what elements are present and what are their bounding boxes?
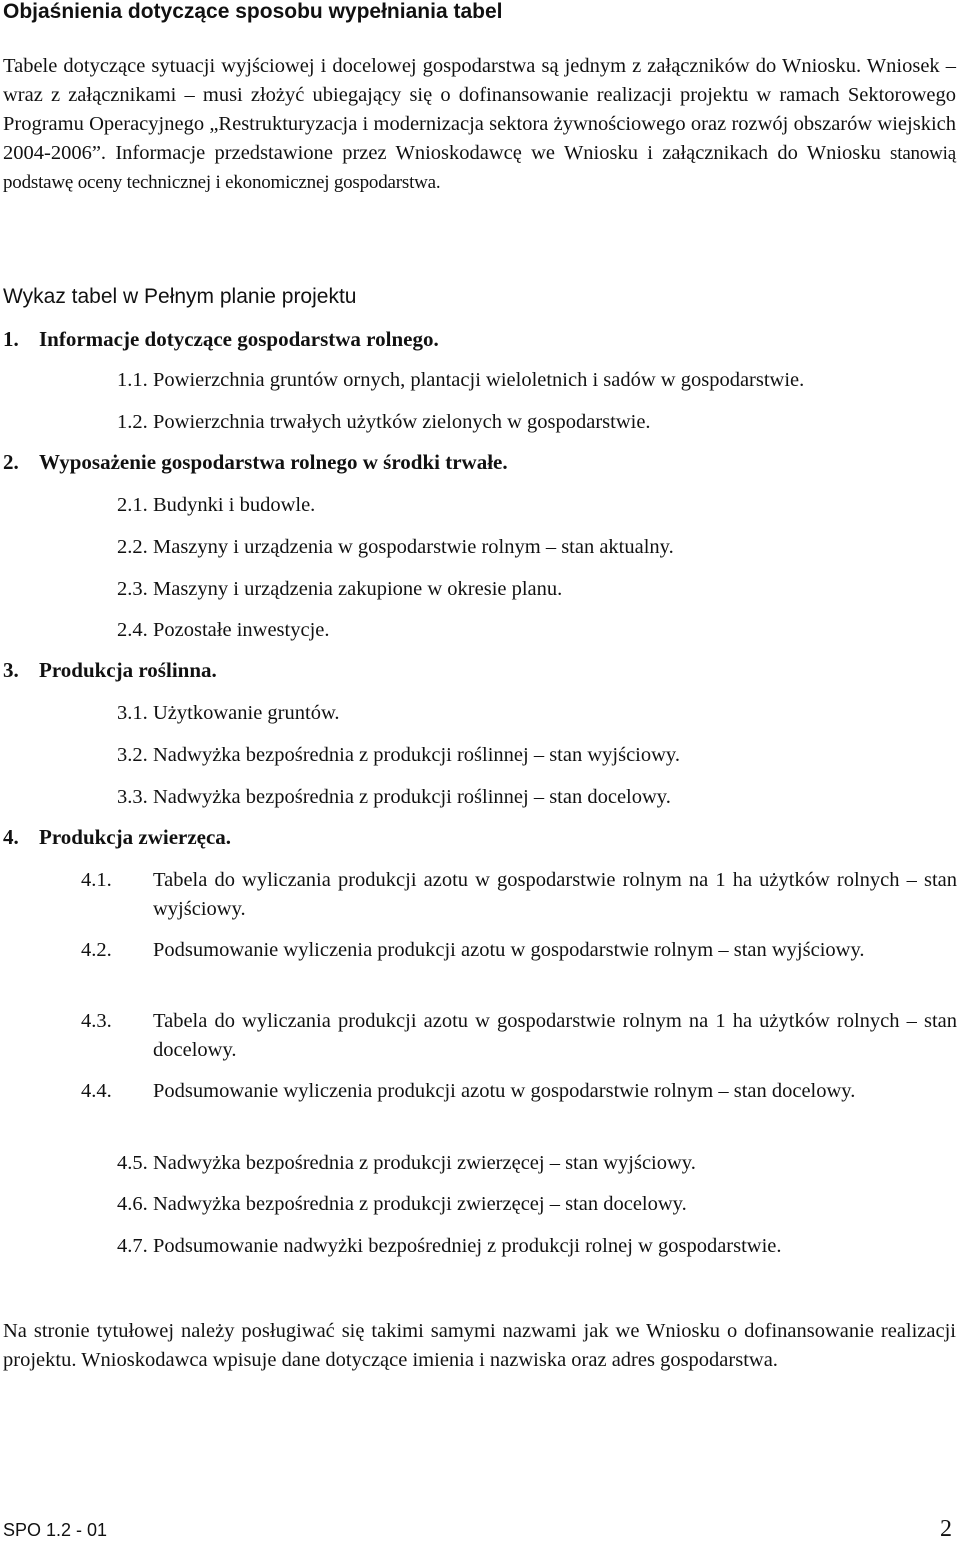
section-heading [3, 825, 231, 850]
item-text: Nadwyżka bezpośrednia z produkcji zwierzęcej – stan wyjściowy. [153, 1152, 696, 1174]
list-item [81, 936, 957, 965]
note-paragraph: Na stronie tytułowej należy posługiwać się takimi samymi nazwami jak we Wniosku o dofinansowanie realizacji projektu. Wnioskodawca wpisuje dane dotyczące imienia i nazwiska oraz adres gospodarstwa. [3, 1320, 956, 1371]
intro-paragraph [3, 52, 956, 197]
section-title: Wyposażenie gospodarstwa rolnego w środki trwałe. [39, 450, 508, 474]
list-item [117, 783, 957, 812]
item-text: Podsumowanie wyliczenia produkcji azotu w gospodarstwie rolnym – stan docelowy. [153, 1080, 856, 1102]
item-number: 4.1. [81, 869, 112, 891]
section-title: Produkcja zwierzęca. [39, 825, 232, 849]
item-number: 1.1. [117, 369, 148, 391]
item-text: Podsumowanie wyliczenia produkcji azotu w gospodarstwie rolnym – stan wyjściowy. [153, 939, 865, 961]
section-heading [3, 658, 217, 683]
item-text: Podsumowanie nadwyżki bezpośredniej z produkcji rolnej w gospodarstwie. [153, 1235, 782, 1257]
list-item [81, 866, 957, 924]
list-item [117, 491, 957, 520]
section-number: 3. [3, 658, 19, 682]
item-number: 2.1. [117, 494, 148, 516]
item-text: Nadwyżka bezpośrednia z produkcji zwierzęcej – stan docelowy. [153, 1193, 687, 1215]
item-text: Tabela do wyliczania produkcji azotu w gospodarstwie rolnym na 1 ha użytków rolnych – stan docelowy. [153, 1010, 957, 1061]
section-heading [3, 327, 439, 352]
list-item [117, 408, 957, 437]
item-text: Powierzchnia gruntów ornych, plantacji wieloletnich i sadów w gospodarstwie. [153, 369, 805, 391]
item-number: 4.2. [81, 939, 112, 961]
list-item [81, 1007, 957, 1065]
item-number: 4.7. [117, 1235, 148, 1257]
item-text: Tabela do wyliczania produkcji azotu w gospodarstwie rolnym na 1 ha użytków rolnych – stan wyjściowy. [153, 869, 957, 920]
item-text: Powierzchnia trwałych użytków zielonych w gospodarstwie. [153, 411, 651, 433]
intro-text-tail: stanowią podstawę oceny technicznej i ekonomicznej gospodarstwa. [3, 143, 956, 193]
item-number: 3.1. [117, 702, 148, 724]
section-title: Informacje dotyczące gospodarstwa rolnego. [39, 327, 439, 351]
list-item [117, 1190, 957, 1219]
intro-text: Tabele dotyczące sytuacji wyjściowej i docelowej gospodarstwa są jednym z załączników do Wniosku. Wniosek – wraz z załącznikami – musi złożyć ubiegający się o dofinansowanie realizacji projektu w ramach Sektorowego Programu Operacyjnego „Restrukturyzacja i modernizacja sektora żywnościowego oraz rozwój obszarów wiejskich 2004-2006”. Informacje przedstawione przez Wnioskodawcę we Wniosku i załącznikach do Wniosku [3, 55, 956, 164]
item-number: 2.2. [117, 536, 148, 558]
table-list-heading: Wykaz tabel w Pełnym planie projektu [3, 285, 357, 308]
item-number: 3.2. [117, 744, 148, 766]
item-number: 4.3. [81, 1010, 112, 1032]
item-number: 4.6. [117, 1193, 148, 1215]
item-text: Pozostałe inwestycje. [153, 619, 330, 641]
item-text: Nadwyżka bezpośrednia z produkcji roślinnej – stan docelowy. [153, 786, 671, 808]
item-text: Użytkowanie gruntów. [153, 702, 340, 724]
item-number: 4.4. [81, 1080, 112, 1102]
list-item [117, 1149, 957, 1178]
section-number: 1. [3, 327, 19, 351]
item-text: Maszyny i urządzenia w gospodarstwie rolnym – stan aktualny. [153, 536, 674, 558]
item-number: 2.3. [117, 578, 148, 600]
list-item [81, 1077, 957, 1106]
section-heading [3, 450, 508, 475]
item-text: Nadwyżka bezpośrednia z produkcji roślinnej – stan wyjściowy. [153, 744, 680, 766]
item-text: Budynki i budowle. [153, 494, 316, 516]
list-item [117, 699, 957, 728]
list-item [117, 741, 957, 770]
item-number: 3.3. [117, 786, 148, 808]
page-number: 2 [940, 1516, 952, 1542]
section-number: 4. [3, 825, 19, 849]
section-number: 2. [3, 450, 19, 474]
list-item [117, 575, 957, 604]
item-number: 4.5. [117, 1152, 148, 1174]
list-item [117, 366, 957, 395]
item-text: Maszyny i urządzenia zakupione w okresie planu. [153, 578, 563, 600]
item-number: 2.4. [117, 619, 148, 641]
item-number: 1.2. [117, 411, 148, 433]
list-item [117, 616, 957, 645]
page-title: Objaśnienia dotyczące sposobu wypełniania tabel [3, 0, 503, 23]
list-item [117, 533, 957, 562]
footer-code: SPO 1.2 - 01 [3, 1520, 108, 1540]
list-item [117, 1232, 957, 1261]
section-title: Produkcja roślinna. [39, 658, 217, 682]
